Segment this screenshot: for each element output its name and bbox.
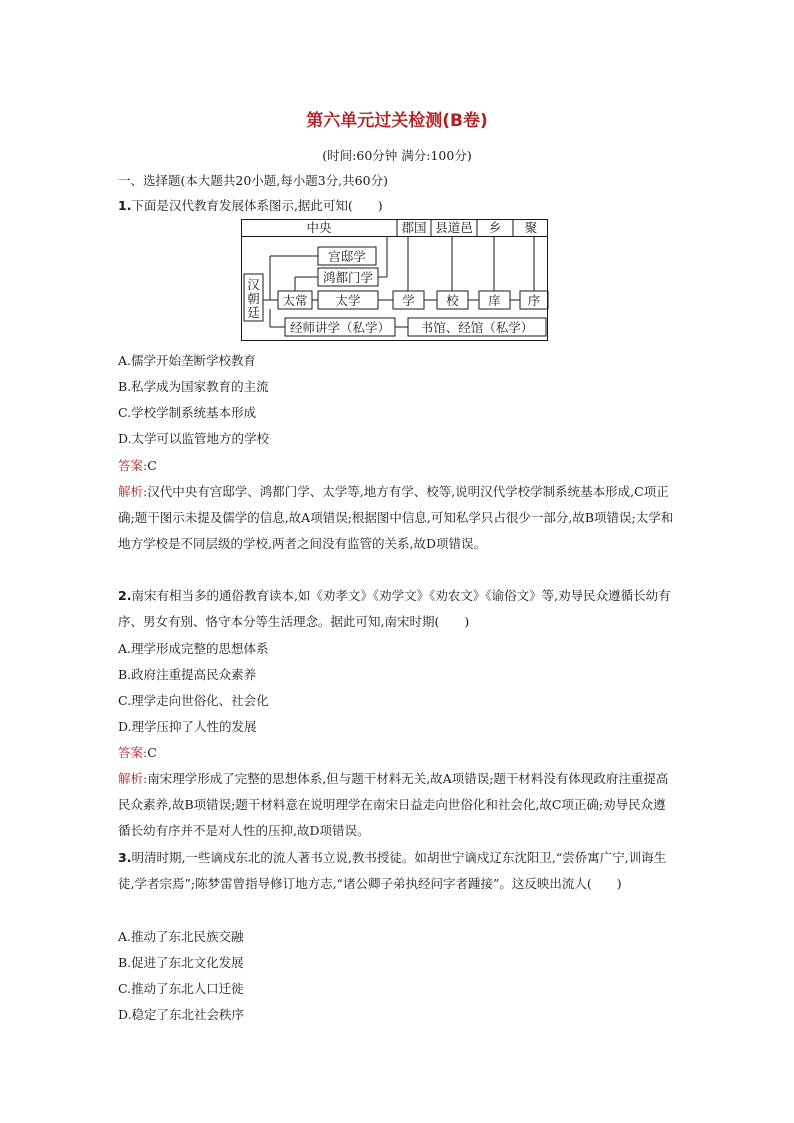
option-c: C.学校学制系统基本形成 <box>118 405 257 420</box>
court-char-3: 廷 <box>247 305 260 320</box>
header-central: 中央 <box>306 220 332 235</box>
han-education-diagram <box>241 219 549 341</box>
option-a: A.推动了东北民族交融 <box>118 929 244 944</box>
analysis-text: 南宋理学形成了完整的思想体系,但与题干材料无关,故A项错误;题干材料没有体现政府注重提高民众素养,故B项错误;题干材料意在说明理学在南宋日益走向世俗化和社会化,故C项正确;劝导民众遵循长幼有序并不是对人性的压抑,故D项错误。 <box>118 771 669 838</box>
option-d: D.理学压抑了人性的发展 <box>118 719 257 734</box>
question-number: 3. <box>118 850 132 865</box>
header-commandery: 郡国 <box>401 220 427 235</box>
court-char-1: 汉 <box>247 277 260 292</box>
option-b: B.促进了东北文化发展 <box>118 955 244 970</box>
question-1-stem <box>118 197 678 214</box>
option-a: A.儒学开始垄断学校教育 <box>118 353 257 368</box>
option-c: C.理学走向世俗化、社会化 <box>118 693 269 708</box>
option-b: B.私学成为国家教育的主流 <box>118 379 269 394</box>
option-b: B.政府注重提高民众素养 <box>118 667 257 682</box>
answer-label: 答案: <box>118 458 148 473</box>
header-county: 县道邑 <box>435 220 473 235</box>
question-3-stem <box>118 845 678 897</box>
local-xiang-label: 庠 <box>488 293 501 308</box>
option-a: A.理学形成完整的思想体系 <box>118 641 269 656</box>
answer-line <box>118 744 157 761</box>
question-text: 南宋有相当多的通俗教育读本,如《劝孝文》《劝学文》《劝农文》《谕俗文》等,劝导民众遵循长幼有序、男女有别、恪守本分等生活理念。据此可知,南宋时期( ) <box>118 588 671 629</box>
analysis-label: 解析: <box>118 771 148 786</box>
answer-label: 答案: <box>118 745 148 760</box>
shuguan-label: 书馆、经馆（私学） <box>420 320 534 335</box>
gongdi-label: 宫邸学 <box>328 249 366 264</box>
analysis-1 <box>118 479 678 557</box>
jingshi-label: 经师讲学（私学） <box>289 320 391 335</box>
court-char-2: 朝 <box>247 291 260 306</box>
question-text: 下面是汉代教育发展体系图示,据此可知( ) <box>131 198 383 213</box>
local-xiao-label: 校 <box>446 293 459 308</box>
header-village: 聚 <box>524 220 538 235</box>
option-d: D.稳定了东北社会秩序 <box>118 1007 245 1022</box>
page-title: 第六单元过关检测(B卷) <box>306 111 488 131</box>
answer-value: C <box>147 745 157 760</box>
local-xu-label: 序 <box>527 293 541 308</box>
answer-line <box>118 457 157 474</box>
diagram-header-frame <box>242 220 548 237</box>
question-2-stem <box>118 583 678 635</box>
analysis-text: 汉代中央有宫邸学、鸿都门学、太学等,地方有学、校等,说明汉代学校学制系统基本形成,C项正确;题干图示未提及儒学的信息,故A项错误;根据图中信息,可知私学只占很少一部分,故B项错误;太学和地方学校是不同层级的学校,两者之间没有监管的关系,故D项错误。 <box>118 484 674 551</box>
question-text: 明清时期,一些谪戍东北的流人著书立说,教书授徒。如胡世宁谪戍辽东沈阳卫,“尝侨寓广宁,训诲生徒,学者宗焉”;陈梦雷曾指导修订地方志,“诸公卿子弟执经问字者踵接”。这反映出流人( ) <box>118 850 667 891</box>
hongdu-label: 鸿都门学 <box>322 270 374 285</box>
taixue-label: 太学 <box>335 293 361 308</box>
question-number: 1. <box>118 198 132 213</box>
section-heading: 一、选择题(本大题共20小题,每小题3分,共60分) <box>118 173 388 188</box>
option-c: C.推动了东北人口迁徙 <box>118 981 244 996</box>
question-number: 2. <box>118 588 132 603</box>
header-township: 乡 <box>488 220 502 235</box>
answer-value: C <box>147 458 157 473</box>
local-xue-label: 学 <box>402 293 415 308</box>
option-d: D.太学可以监管地方的学校 <box>118 431 270 446</box>
taichang-label: 太常 <box>282 293 308 308</box>
analysis-2 <box>118 766 678 844</box>
exam-meta: (时间:60分钟 满分:100分) <box>322 148 472 163</box>
analysis-label: 解析: <box>118 484 148 499</box>
